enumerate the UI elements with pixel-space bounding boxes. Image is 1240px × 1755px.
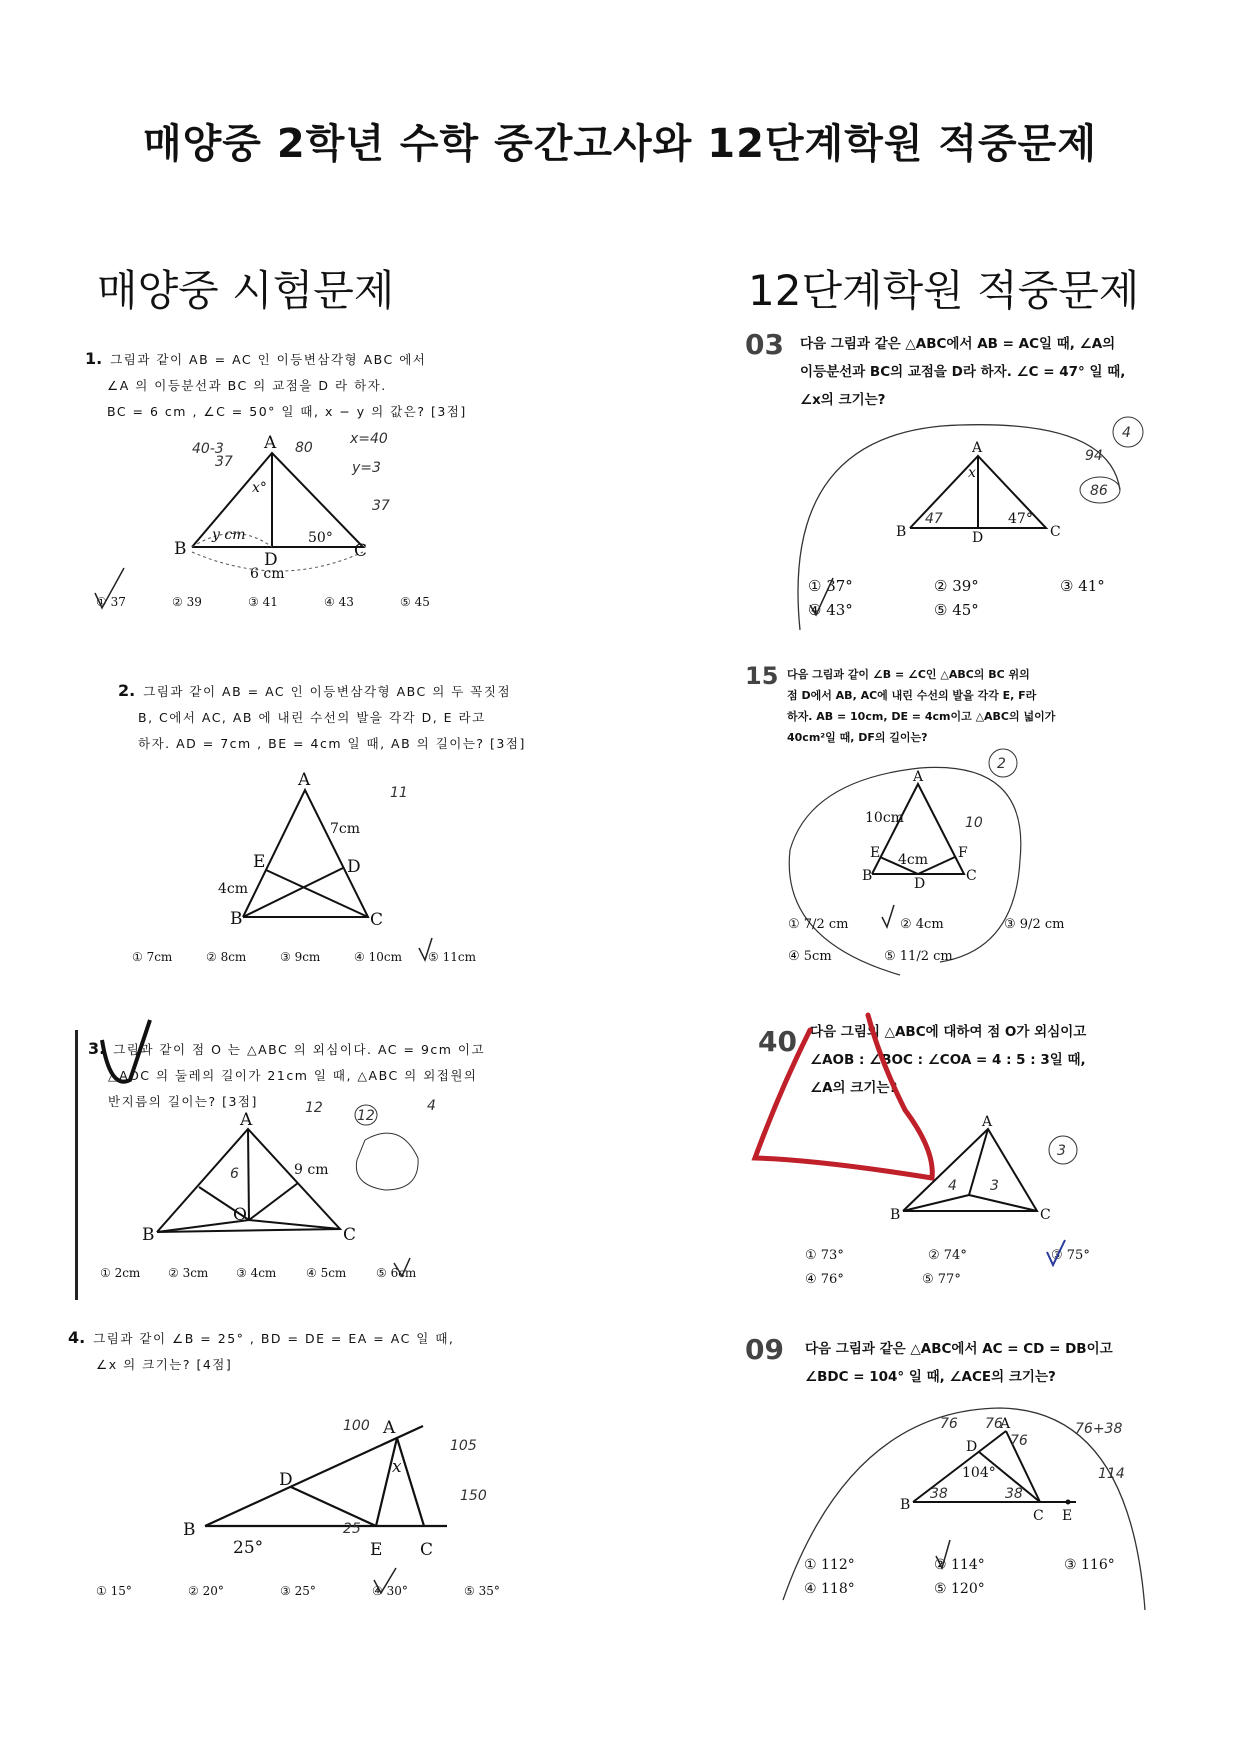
- svg-text:3: 3: [990, 1178, 999, 1194]
- svg-text:C: C: [343, 1225, 357, 1245]
- svg-text:94: 94: [1085, 448, 1103, 464]
- question-line: 그림과 같이 AB = AC 인 이등변삼각형 ABC 의 두 꼭짓점: [143, 684, 512, 699]
- problem-number: 03: [745, 328, 784, 361]
- question-line: ∠x 의 크기는? [4점]: [96, 1357, 233, 1372]
- svg-text:12: 12: [357, 1108, 375, 1124]
- svg-text:A: A: [1000, 1416, 1011, 1432]
- question-line: B, C에서 AC, AB 에 내린 수선의 발을 각각 D, E 라고: [138, 710, 486, 725]
- svg-text:76+38: 76+38: [1075, 1421, 1123, 1437]
- left-column-heading: 매양중 시험문제: [97, 266, 395, 315]
- svg-text:6: 6: [230, 1166, 239, 1182]
- svg-text:A: A: [972, 440, 983, 456]
- svg-text:25: 25: [343, 1521, 361, 1537]
- question-line: 그림과 같이 AB = AC 인 이등변삼각형 ABC 에서: [110, 352, 427, 367]
- svg-text:C: C: [1033, 1508, 1044, 1524]
- svg-text:38: 38: [1005, 1486, 1023, 1502]
- svg-text:O: O: [233, 1205, 247, 1225]
- choice-4[interactable]: ④ 118°: [804, 1581, 855, 1597]
- question-line: 다음 그림과 같이 ∠B = ∠C인 △ABC의 BC 위의: [787, 668, 1030, 681]
- problem-number: 09: [745, 1333, 784, 1366]
- svg-text:76: 76: [1010, 1433, 1028, 1449]
- svg-text:6 cm: 6 cm: [250, 566, 285, 582]
- problem-number: 3.: [88, 1039, 106, 1058]
- svg-text:9 cm: 9 cm: [294, 1162, 329, 1178]
- svg-text:x°: x°: [252, 480, 267, 496]
- svg-text:B: B: [890, 1207, 901, 1223]
- svg-text:10: 10: [965, 815, 983, 831]
- svg-text:C: C: [420, 1540, 434, 1560]
- problem-number: 4.: [68, 1328, 86, 1347]
- svg-text:D: D: [279, 1470, 293, 1490]
- svg-text:40-3: 40-3: [192, 441, 224, 457]
- question-line: 40cm²일 때, DF의 길이는?: [787, 731, 928, 744]
- question-line: 다음 그림과 같은 △ABC에서 AC = CD = DB이고: [805, 1341, 1113, 1357]
- choice-4[interactable]: ④ 10cm: [354, 950, 402, 964]
- svg-text:F: F: [958, 845, 968, 861]
- svg-text:A: A: [913, 769, 924, 785]
- svg-text:D: D: [264, 550, 278, 570]
- choice-3[interactable]: ③ 41: [248, 595, 278, 609]
- svg-text:E: E: [253, 852, 266, 872]
- svg-text:38: 38: [930, 1486, 948, 1502]
- svg-text:A: A: [240, 1110, 253, 1130]
- svg-text:4: 4: [427, 1098, 436, 1114]
- svg-text:105: 105: [450, 1438, 477, 1454]
- choice-2[interactable]: ② 74°: [928, 1248, 967, 1263]
- svg-text:12: 12: [305, 1100, 323, 1116]
- svg-text:E: E: [870, 845, 881, 861]
- svg-text:E: E: [370, 1540, 383, 1560]
- choice-5[interactable]: ⑤ 120°: [934, 1581, 985, 1597]
- choice-1[interactable]: ① 2cm: [100, 1266, 141, 1280]
- svg-text:A: A: [298, 770, 311, 790]
- svg-text:37: 37: [215, 454, 233, 470]
- choice-5[interactable]: ⑤ 11/2 cm: [884, 949, 953, 964]
- choice-5[interactable]: ⑤ 45: [400, 595, 430, 609]
- svg-text:B: B: [230, 909, 243, 929]
- question-line: 점 D에서 AB, AC에 내린 수선의 발을 각각 E, F라: [787, 689, 1037, 702]
- svg-text:114: 114: [1098, 1466, 1125, 1482]
- svg-text:86: 86: [1090, 483, 1108, 499]
- svg-text:C: C: [966, 868, 977, 884]
- svg-text:y=3: y=3: [352, 460, 381, 476]
- svg-text:7cm: 7cm: [330, 821, 361, 837]
- question-line: ∠A의 크기는?: [810, 1080, 898, 1096]
- svg-text:x: x: [968, 465, 976, 481]
- svg-text:B: B: [142, 1225, 155, 1245]
- svg-text:D: D: [972, 530, 984, 546]
- choice-5[interactable]: ⑤ 45°: [934, 601, 979, 619]
- choice-1[interactable]: ① 37: [96, 595, 126, 609]
- svg-text:D: D: [914, 876, 926, 892]
- check-mark-icon: [810, 578, 833, 615]
- svg-text:3: 3: [1057, 1143, 1066, 1159]
- choice-2[interactable]: ② 39°: [934, 577, 979, 595]
- choice-2[interactable]: ② 114°: [934, 1557, 985, 1573]
- choice-2[interactable]: ② 8cm: [206, 950, 247, 964]
- choice-1[interactable]: ① 7cm: [132, 950, 173, 964]
- svg-text:y cm: y cm: [212, 527, 246, 543]
- question-line: BC = 6 cm , ∠C = 50° 일 때, x − y 의 값은? [3점]: [107, 404, 467, 419]
- choice-3[interactable]: ③ 116°: [1064, 1557, 1115, 1573]
- svg-text:x=40: x=40: [350, 431, 388, 447]
- choice-4[interactable]: ④ 30°: [372, 1584, 408, 1598]
- check-mark-icon: [882, 905, 894, 927]
- choice-3[interactable]: ③ 9cm: [280, 950, 321, 964]
- question-line: 그림과 같이 점 O 는 △ABC 의 외심이다. AC = 9cm 이고: [113, 1042, 486, 1057]
- svg-text:37: 37: [372, 498, 390, 514]
- question-line: ∠A 의 이등분선과 BC 의 교점을 D 라 하자.: [107, 378, 387, 393]
- svg-text:150: 150: [460, 1488, 487, 1504]
- choice-2[interactable]: ② 4cm: [900, 917, 944, 932]
- choice-2[interactable]: ② 39: [172, 595, 202, 609]
- choice-3[interactable]: ③ 9/2 cm: [1004, 917, 1065, 932]
- question-line: 이등분선과 BC의 교점을 D라 하자. ∠C = 47° 일 때,: [800, 364, 1126, 380]
- check-mark-icon: [419, 938, 432, 960]
- svg-text:76: 76: [940, 1416, 958, 1432]
- svg-text:25°: 25°: [233, 1538, 264, 1558]
- choice-4[interactable]: ④ 43°: [808, 601, 853, 619]
- svg-text:4: 4: [948, 1178, 957, 1194]
- choice-1[interactable]: ① 112°: [804, 1557, 855, 1573]
- svg-text:C: C: [370, 910, 384, 930]
- check-mark-icon: [1047, 1240, 1065, 1265]
- choice-3[interactable]: ③ 41°: [1060, 577, 1105, 595]
- choice-1[interactable]: ① 7/2 cm: [788, 917, 849, 932]
- question-line: 하자. AD = 7cm , BE = 4cm 일 때, AB 의 길이는? [3점]: [138, 736, 526, 751]
- svg-text:80: 80: [295, 440, 313, 456]
- choice-3[interactable]: ③ 4cm: [236, 1266, 277, 1280]
- question-line: ∠BDC = 104° 일 때, ∠ACE의 크기는?: [805, 1369, 1056, 1385]
- svg-text:D: D: [347, 857, 361, 877]
- choice-4[interactable]: ④ 43: [324, 595, 354, 609]
- problem-number: 1.: [85, 349, 103, 368]
- choice-4[interactable]: ④ 76°: [805, 1272, 844, 1287]
- svg-text:2: 2: [997, 756, 1006, 772]
- svg-text:4: 4: [1122, 425, 1131, 441]
- question-line: 반지름의 길이는? [3점]: [108, 1094, 258, 1109]
- svg-text:100: 100: [343, 1418, 370, 1434]
- right-column-heading: 12단계학원 적중문제: [748, 266, 1140, 315]
- svg-text:A: A: [264, 433, 277, 453]
- svg-text:A: A: [383, 1418, 396, 1438]
- check-mark-icon: [936, 1540, 950, 1568]
- choice-1[interactable]: ① 37°: [808, 577, 853, 595]
- check-mark-icon: [394, 1258, 410, 1276]
- svg-text:B: B: [174, 539, 187, 559]
- question-line: ∠AOB : ∠BOC : ∠COA = 4 : 5 : 3일 때,: [810, 1052, 1086, 1068]
- svg-text:76: 76: [985, 1416, 1003, 1432]
- page-title: 매양중 2학년 수학 중간고사와 12단계학원 적중문제: [143, 121, 1097, 167]
- problem-number: 40: [758, 1025, 797, 1058]
- choice-5[interactable]: ⑤ 6cm: [376, 1266, 417, 1280]
- svg-text:47°: 47°: [1008, 511, 1033, 527]
- check-mark-icon: [374, 1568, 396, 1593]
- svg-text:B: B: [183, 1520, 196, 1540]
- check-mark-icon: [95, 568, 124, 608]
- svg-text:x: x: [392, 1457, 402, 1477]
- choice-1[interactable]: ① 73°: [805, 1248, 844, 1263]
- svg-text:104°: 104°: [962, 1465, 996, 1481]
- svg-text:4cm: 4cm: [218, 881, 249, 897]
- question-line: △AOC 의 둘레의 길이가 21cm 일 때, △ABC 의 외접원의: [108, 1068, 478, 1083]
- svg-text:4cm: 4cm: [898, 852, 929, 868]
- svg-text:B: B: [862, 868, 873, 884]
- svg-text:10cm: 10cm: [865, 810, 904, 826]
- choice-4[interactable]: ④ 5cm: [306, 1266, 347, 1280]
- question-line: ∠x의 크기는?: [800, 392, 886, 408]
- choice-1[interactable]: ① 15°: [96, 1584, 132, 1598]
- svg-text:C: C: [1050, 524, 1061, 540]
- choice-5[interactable]: ⑤ 35°: [464, 1584, 500, 1598]
- svg-text:A: A: [982, 1114, 993, 1130]
- svg-text:E: E: [1062, 1508, 1073, 1524]
- pen-mark: [102, 1020, 150, 1082]
- choice-3[interactable]: ③ 75°: [1051, 1248, 1090, 1263]
- question-line: 다음 그림의 △ABC에 대하여 점 O가 외심이고: [810, 1024, 1087, 1040]
- question-line: 다음 그림과 같은 △ABC에서 AB = AC일 때, ∠A의: [800, 336, 1116, 352]
- choice-4[interactable]: ④ 5cm: [788, 949, 832, 964]
- svg-text:47: 47: [925, 511, 943, 527]
- svg-text:11: 11: [390, 785, 408, 801]
- svg-text:B: B: [900, 1497, 911, 1513]
- problem-number: 2.: [118, 681, 136, 700]
- choice-2[interactable]: ② 20°: [188, 1584, 224, 1598]
- choice-3[interactable]: ③ 25°: [280, 1584, 316, 1598]
- choice-5[interactable]: ⑤ 77°: [922, 1272, 961, 1287]
- question-line: 하자. AB = 10cm, DE = 4cm이고 △ABC의 넓이가: [787, 710, 1056, 723]
- svg-text:D: D: [966, 1439, 978, 1455]
- svg-text:B: B: [896, 524, 907, 540]
- svg-text:50°: 50°: [308, 530, 333, 546]
- svg-text:C: C: [1040, 1207, 1051, 1223]
- problem-number: 15: [745, 662, 779, 690]
- svg-text:C: C: [354, 541, 368, 561]
- choice-5[interactable]: ⑤ 11cm: [428, 950, 476, 964]
- choice-2[interactable]: ② 3cm: [168, 1266, 209, 1280]
- question-line: 그림과 같이 ∠B = 25° , BD = DE = EA = AC 일 때,: [93, 1331, 455, 1346]
